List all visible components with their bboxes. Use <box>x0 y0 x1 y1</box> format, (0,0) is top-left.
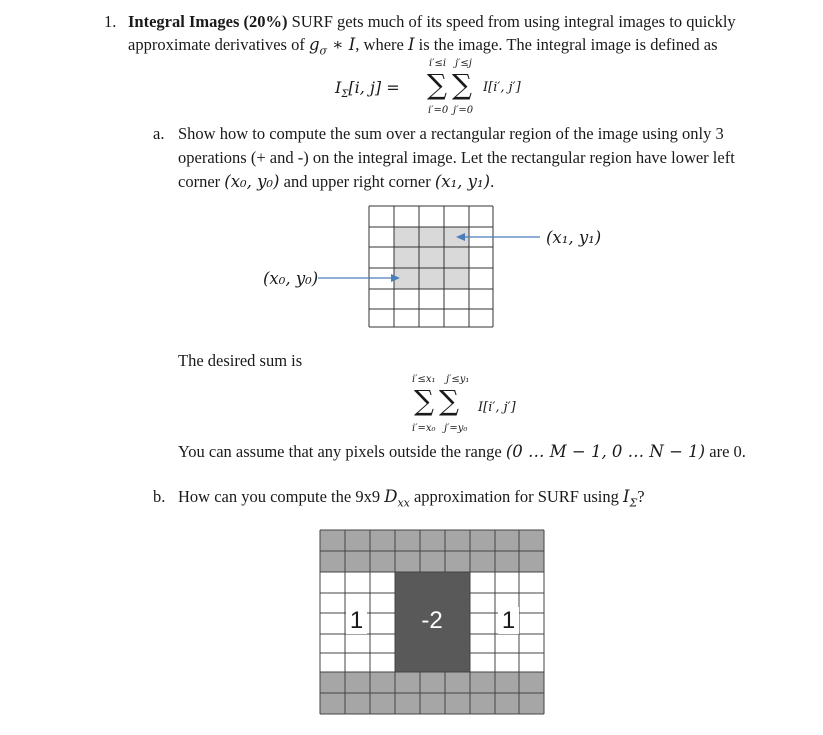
sum2-lower-j: j′=y₀ <box>444 423 468 434</box>
weight-center: -2 <box>421 607 443 634</box>
image-symbol: I <box>407 35 415 54</box>
sum-symbol-1: ∑ <box>427 68 447 101</box>
sum-lower-j: j′=0 <box>453 105 474 116</box>
sum2-lower-i: i′=x₀ <box>412 423 436 434</box>
dxx-filter-diagram <box>318 528 546 718</box>
sum-upper-j: j′≤j <box>455 58 472 69</box>
g-symbol: g <box>308 35 320 54</box>
weight-labels <box>346 607 519 634</box>
assumption-text: You can assume that any pixels outside the range (0 … M − 1, 0 … N − 1) are 0. <box>178 442 746 461</box>
part-a-line-1: Show how to compute the sum over a rectangular region of the image using only 3 <box>178 124 724 143</box>
rectangle-region-diagram <box>260 200 620 330</box>
part-b-text: How can you compute the 9x9 $D_{xx}$ approximation for SURF using $I_\Sigma$? <box>178 487 645 510</box>
part-a-line-3: corner (x₀, y₀) and upper right corner (x₁, y₁). <box>178 172 495 191</box>
desired-sum-text: The desired sum is <box>178 351 303 370</box>
question-title: Integral Images (20%) <box>128 12 288 31</box>
weight-right: 1 <box>501 607 516 634</box>
question-1-line-1 <box>128 10 736 34</box>
rectangle-sum-equation <box>408 372 608 442</box>
part-a-label: a. <box>153 124 165 143</box>
sum-upper-i: i′≤i <box>429 58 447 69</box>
weight-left: 1 <box>349 607 364 634</box>
part-a-line-2: operations (+ and -) on the integral image. Let the rectangular region have lower left <box>178 148 735 167</box>
sum2-upper-j: j′≤y₁ <box>446 374 470 385</box>
sum2-symbol-2: ∑ <box>439 384 459 417</box>
sum2-symbol-1: ∑ <box>414 384 434 417</box>
sum-symbol-2: ∑ <box>452 68 472 101</box>
convolution-term: ∗ I <box>327 35 356 54</box>
sigma-subscript: σ <box>319 44 328 58</box>
question-1 <box>104 10 116 34</box>
integral-image-equation <box>335 58 555 122</box>
sum2-upper-i: i′≤x₁ <box>412 374 436 385</box>
equation2-body: I[i′, j′] <box>478 400 516 415</box>
label-lower-left: (x₀, y₀) <box>263 269 319 288</box>
equation-lhs: $I_\Sigma[i$, j] = <box>335 78 400 101</box>
question-intro-4: is the image. The integral image is defined as <box>414 35 718 54</box>
question-intro-2: approximate derivatives of <box>128 35 309 54</box>
equation-body: I[i′, j′] <box>483 80 521 95</box>
label-upper-right: (x₁, y₁) <box>546 228 602 247</box>
question-intro-3: , where <box>355 35 408 54</box>
question-number: 1. <box>104 12 117 31</box>
arrow-lower-left <box>318 274 400 282</box>
question-intro-1: SURF gets much of its speed from using integral images to quickly <box>287 12 736 31</box>
sum-lower-i: i′=0 <box>428 105 449 116</box>
part-b-label: b. <box>153 487 166 506</box>
